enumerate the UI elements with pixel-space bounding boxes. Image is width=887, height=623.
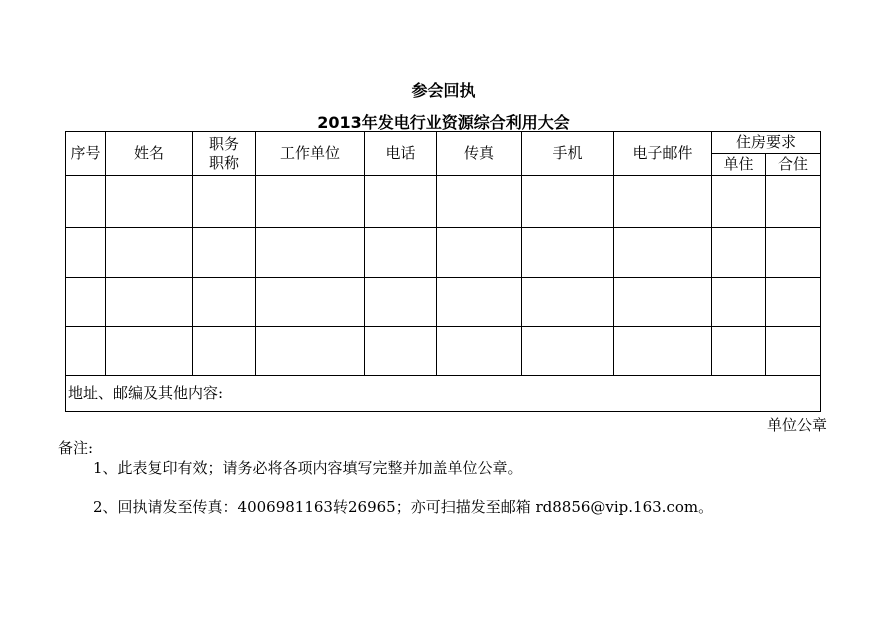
cell-fax[interactable]: [437, 278, 522, 327]
table-row: [66, 278, 821, 327]
cell-position[interactable]: [193, 228, 256, 278]
cell-housing-single[interactable]: [712, 176, 766, 228]
col-email: 电子邮件: [614, 132, 712, 176]
cell-seq[interactable]: [66, 278, 106, 327]
note-item: 2、回执请发至传真：4006981163转26965；亦可扫描发至邮箱 rd8856@vip.163.com。: [93, 498, 714, 516]
table-row: [66, 228, 821, 278]
cell-name[interactable]: [106, 278, 193, 327]
cell-housing-single[interactable]: [712, 278, 766, 327]
cell-email[interactable]: [614, 176, 712, 228]
cell-housing-shared[interactable]: [766, 176, 821, 228]
table-row: [66, 327, 821, 376]
cell-phone[interactable]: [365, 228, 437, 278]
cell-fax[interactable]: [437, 176, 522, 228]
cell-mobile[interactable]: [522, 228, 614, 278]
cell-seq[interactable]: [66, 228, 106, 278]
cell-housing-single[interactable]: [712, 327, 766, 376]
notes-label: 备注:: [58, 439, 94, 457]
note-item: 1、此表复印有效；请务必将各项内容填写完整并加盖单位公章。: [93, 459, 523, 477]
table-row: [66, 176, 821, 228]
registration-table: [65, 131, 821, 412]
cell-name[interactable]: [106, 327, 193, 376]
cell-email[interactable]: [614, 278, 712, 327]
cell-company[interactable]: [256, 176, 365, 228]
cell-position[interactable]: [193, 176, 256, 228]
cell-fax[interactable]: [437, 327, 522, 376]
cell-name[interactable]: [106, 228, 193, 278]
cell-company[interactable]: [256, 228, 365, 278]
address-row: [66, 376, 821, 412]
col-position: [193, 132, 256, 176]
cell-phone[interactable]: [365, 176, 437, 228]
col-housing-single: 单住: [712, 154, 766, 176]
col-name: 姓名: [106, 132, 193, 176]
cell-mobile[interactable]: [522, 278, 614, 327]
col-housing: 住房要求: [712, 132, 821, 154]
cell-email[interactable]: [614, 327, 712, 376]
col-seq: 序号: [66, 132, 106, 176]
col-housing-shared: 合住: [766, 154, 821, 176]
cell-fax[interactable]: [437, 228, 522, 278]
cell-seq[interactable]: [66, 176, 106, 228]
cell-housing-single[interactable]: [712, 228, 766, 278]
cell-name[interactable]: [106, 176, 193, 228]
cell-housing-shared[interactable]: [766, 228, 821, 278]
cell-phone[interactable]: [365, 278, 437, 327]
address-cell[interactable]: [66, 376, 821, 412]
cell-housing-shared[interactable]: [766, 278, 821, 327]
cell-position[interactable]: [193, 327, 256, 376]
cell-housing-shared[interactable]: [766, 327, 821, 376]
cell-mobile[interactable]: [522, 176, 614, 228]
cell-phone[interactable]: [365, 327, 437, 376]
cell-seq[interactable]: [66, 327, 106, 376]
cell-email[interactable]: [614, 228, 712, 278]
col-company: 工作单位: [256, 132, 365, 176]
col-mobile: 手机: [522, 132, 614, 176]
col-position-line1: 职务: [208, 134, 239, 153]
cell-position[interactable]: [193, 278, 256, 327]
address-label: 地址、邮编及其他内容:: [68, 384, 224, 402]
header-row: [66, 132, 821, 154]
cell-company[interactable]: [256, 278, 365, 327]
cell-mobile[interactable]: [522, 327, 614, 376]
cell-company[interactable]: [256, 327, 365, 376]
form-title: 参会回执: [411, 81, 476, 100]
conference-title: 2013年发电行业资源综合利用大会: [317, 113, 570, 132]
col-fax: 传真: [437, 132, 522, 176]
col-phone: 电话: [365, 132, 437, 176]
stamp-label: 单位公章: [766, 416, 827, 434]
col-position-line2: 职称: [208, 153, 239, 172]
